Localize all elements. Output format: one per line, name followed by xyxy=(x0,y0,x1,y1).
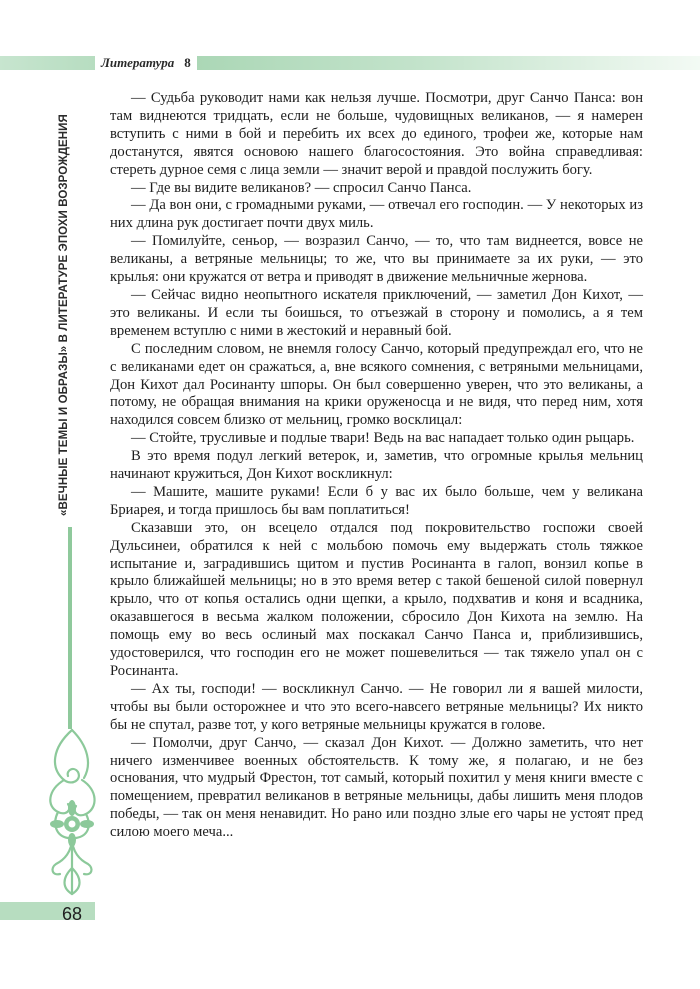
paragraph: — Да вон они, с громадными руками, — отвечал его господин. — У некоторых из них длина рук достигает почти двух миль. xyxy=(110,197,643,232)
paragraph: — Сейчас видно неопытного искателя приключений, — заметил Дон Кихот, — это великаны. И если ты боишься, то отъезжай в сторону и помолись, а я тем временем вступлю с ними в жестокий и неравный бой. xyxy=(110,286,643,339)
body-text xyxy=(110,90,643,842)
paragraph: С последним словом, не внемля голосу Санчо, который предупреждал его, что не с великанами едет он сражаться, а, вне всякого сомнения, с ветряными мельницами, Дон Кихот дал Росинанту шпоры. Он был совершенно уверен, что это великаны, а потому, не обращая внимания на крики оруженосца и не видя, что перед ним, хотя находился совсем близко от мельниц, громко восклицал: xyxy=(110,340,643,429)
paragraph: — Где вы видите великанов? — спросил Санчо Панса. xyxy=(131,179,472,196)
paragraph: — Ах ты, господи! — воскликнул Санчо. — Не говорил ли я вашей милости, чтобы вы были осторожнее и что это всего-навсего ветряные мельницы? Их никто бы не спутал, разве тот, у кого ветряные мельницы кружатся в голове. xyxy=(110,680,643,733)
side-section-title: «ВЕЧНЫЕ ТЕМЫ И ОБРАЗЫ» В ЛИТЕРАТУРЕ ЭПОХИ ВОЗРОЖДЕНИЯ xyxy=(58,114,70,516)
header-grade: 8 xyxy=(184,55,191,70)
page-number: 68 xyxy=(62,904,83,924)
paragraph: — Машите, машите руками! Если б у вас их было больше, чем у великана Бриарея, и тогда пришлось бы вам поплатиться! xyxy=(110,483,643,518)
paragraph: — Судьба руководит нами как нельзя лучше. Посмотри, друг Санчо Панса: вон там виднеются тридцать, если не больше, чудовищных великанов, — я намерен вступить с ними в бой и перебить их всех до единого, трофеи же, которые нам достанутся, явятся основою нашего благосостояния. Это война справедливая: стереть дурное семя с лица земли — значит верой и правдой послужить богу. xyxy=(110,90,643,178)
paragraph: — Помилуйте, сеньор, — возразил Санчо, — то, что там виднеется, вовсе не великаны, а ветряные мельницы; то же, что вы принимаете за их руки, — это крылья: они кружатся от ветра и приводят в движение мельничные жернова. xyxy=(110,233,643,286)
header-subject: Литература xyxy=(101,55,175,70)
side-rule xyxy=(68,527,72,729)
running-header xyxy=(95,55,197,71)
paragraph: В это время подул легкий ветерок, и, заметив, что огромные крылья мельниц начинают кружиться, Дон Кихот воскликнул: xyxy=(110,448,643,483)
paragraph: — Помолчи, друг Санчо, — сказал Дон Кихот. — Должно заметить, что нет ничего изменчивее военных обстоятельств. К тому же, я полагаю, и не без основания, что мудрый Фрестон, тот самый, который похитил у меня книги вместе с помещением, превратил великанов в ветряные мельницы, дабы лишить меня плодов победы, — так он меня ненавидит. Но рано или поздно злые его чары не устоят пред силою моего меча... xyxy=(110,734,643,841)
paragraph: Сказавши это, он всецело отдался под покровительство госпожи своей Дульсинеи, обратился к ней с мольбою помочь ему выдержать столь тяжкое испытание и, заградившись щитом и пустив Росинанта в галоп, вонзил копье в крыло ближайшей мельницы; но в это время ветер с такой бешеной силой повернул крыло, что от копья остались одни щепки, а крыло, подхватив и коня и всадника, оказавшегося в весьма жалком положении, сбросило Дон Кихота на землю. На помощь ему во весь ослиный мах поскакал Санчо Панса и, приблизившись, удостоверился, что господин его не может пошевелиться — так тяжело упал он с Росинанта. xyxy=(110,519,643,679)
floral-ornament-icon xyxy=(42,728,102,898)
paragraph: — Стойте, трусливые и подлые твари! Ведь на вас нападает только один рыцарь. xyxy=(131,430,635,447)
